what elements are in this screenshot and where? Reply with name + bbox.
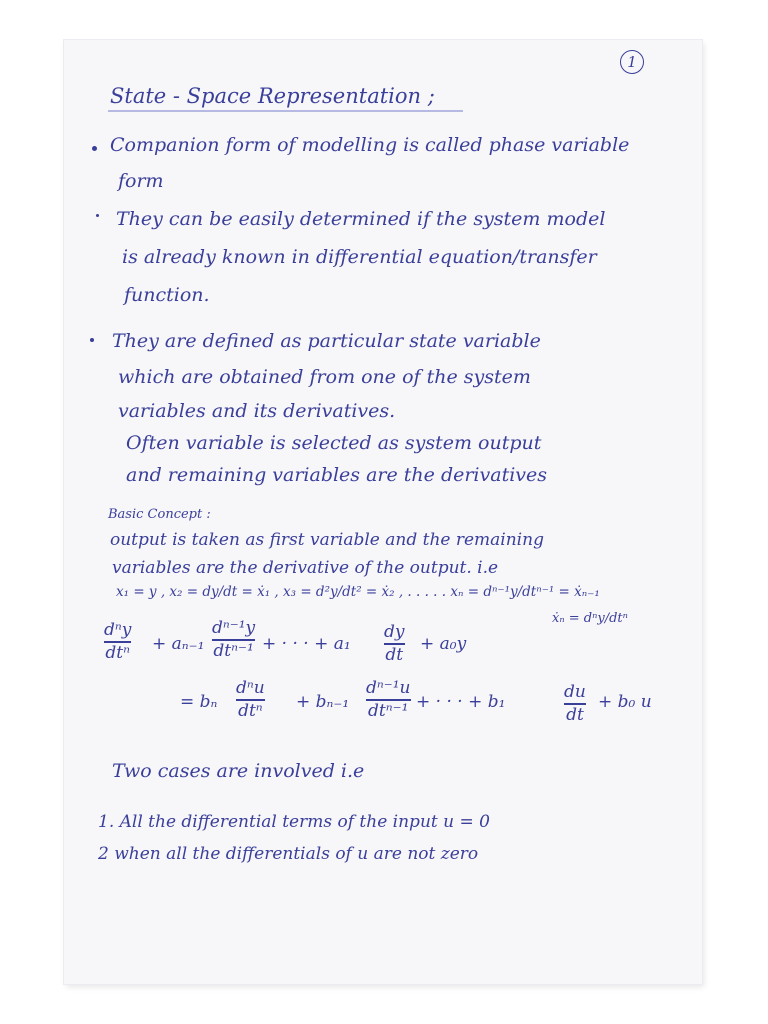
state-variable-line: x₁ = y , x₂ = dy/dt = ẋ₁ , x₃ = d²y/dt² = ẋ₂ , . . . . . xₙ = dⁿ⁻¹y/dtⁿ⁻¹ = ẋₙ₋₁: [116, 584, 600, 600]
fraction-numerator: dⁿ⁻¹u: [366, 678, 411, 698]
bullet-line: is already known in differential equation/transfer: [122, 246, 597, 268]
fraction-denominator: dtⁿ⁻¹: [368, 700, 409, 721]
fraction-denominator: dtⁿ: [105, 642, 130, 663]
fraction-denominator: dt: [385, 644, 404, 665]
bullet-line: which are obtained from one of the system: [118, 366, 531, 388]
bullet-line: Often variable is selected as system output: [126, 432, 542, 454]
bullet-line: and remaining variables are the derivatives: [126, 464, 548, 486]
title-underline: [108, 110, 463, 112]
fraction-dn1u: [366, 680, 411, 720]
xn-dot-line: ẋₙ = dⁿy/dtⁿ: [552, 611, 628, 626]
bullet-line: Companion form of modelling is called phase variable: [110, 134, 630, 156]
equation-term: + · · · + b₁: [416, 692, 506, 712]
fraction-denominator: dtⁿ: [238, 700, 263, 721]
fraction-denominator: dt: [566, 704, 584, 725]
bullet-dot: [92, 146, 97, 151]
equation-term: + aₙ₋₁: [152, 634, 205, 654]
bullet-dot: [90, 338, 94, 342]
fraction-numerator: dⁿu: [236, 678, 265, 698]
bullet-line: form: [118, 170, 164, 192]
page-title: State - Space Representation ;: [110, 84, 435, 108]
fraction-du-dt: [564, 684, 586, 724]
fraction-dn1y: [212, 620, 255, 660]
concept-line: output is taken as first variable and the remaining: [110, 530, 544, 550]
bullet-dot: [96, 214, 99, 217]
cases-heading: Two cases are involved i.e: [112, 760, 365, 782]
fraction-numerator: dⁿ⁻¹y: [212, 618, 256, 638]
bullet-line: They are defined as particular state variable: [112, 330, 541, 352]
equation-term: + a₀y: [420, 634, 467, 654]
equation-term: + · · · + a₁: [262, 634, 351, 654]
fraction-dny-dtn: [104, 622, 131, 662]
case-item: 2 when all the differentials of u are not zero: [98, 844, 479, 864]
bullet-line: They can be easily determined if the system model: [116, 208, 606, 230]
equation-term: + b₀ u: [598, 692, 652, 712]
fraction-dy-dt: [384, 624, 405, 664]
bullet-line: function.: [124, 284, 210, 306]
fraction-numerator: dy: [384, 622, 405, 642]
page-number: 1: [620, 50, 644, 74]
concept-line: variables are the derivative of the output. i.e: [112, 558, 499, 578]
equation-term: = bₙ: [180, 692, 218, 712]
section-heading: Basic Concept :: [108, 507, 211, 522]
fraction-dnu: [236, 680, 265, 720]
case-item: 1. All the differential terms of the input u = 0: [98, 812, 490, 832]
fraction-numerator: du: [564, 682, 586, 702]
bullet-line: variables and its derivatives.: [118, 400, 396, 422]
fraction-denominator: dtⁿ⁻¹: [213, 640, 254, 661]
fraction-numerator: dⁿy: [104, 620, 132, 640]
equation-term: + bₙ₋₁: [296, 692, 350, 712]
